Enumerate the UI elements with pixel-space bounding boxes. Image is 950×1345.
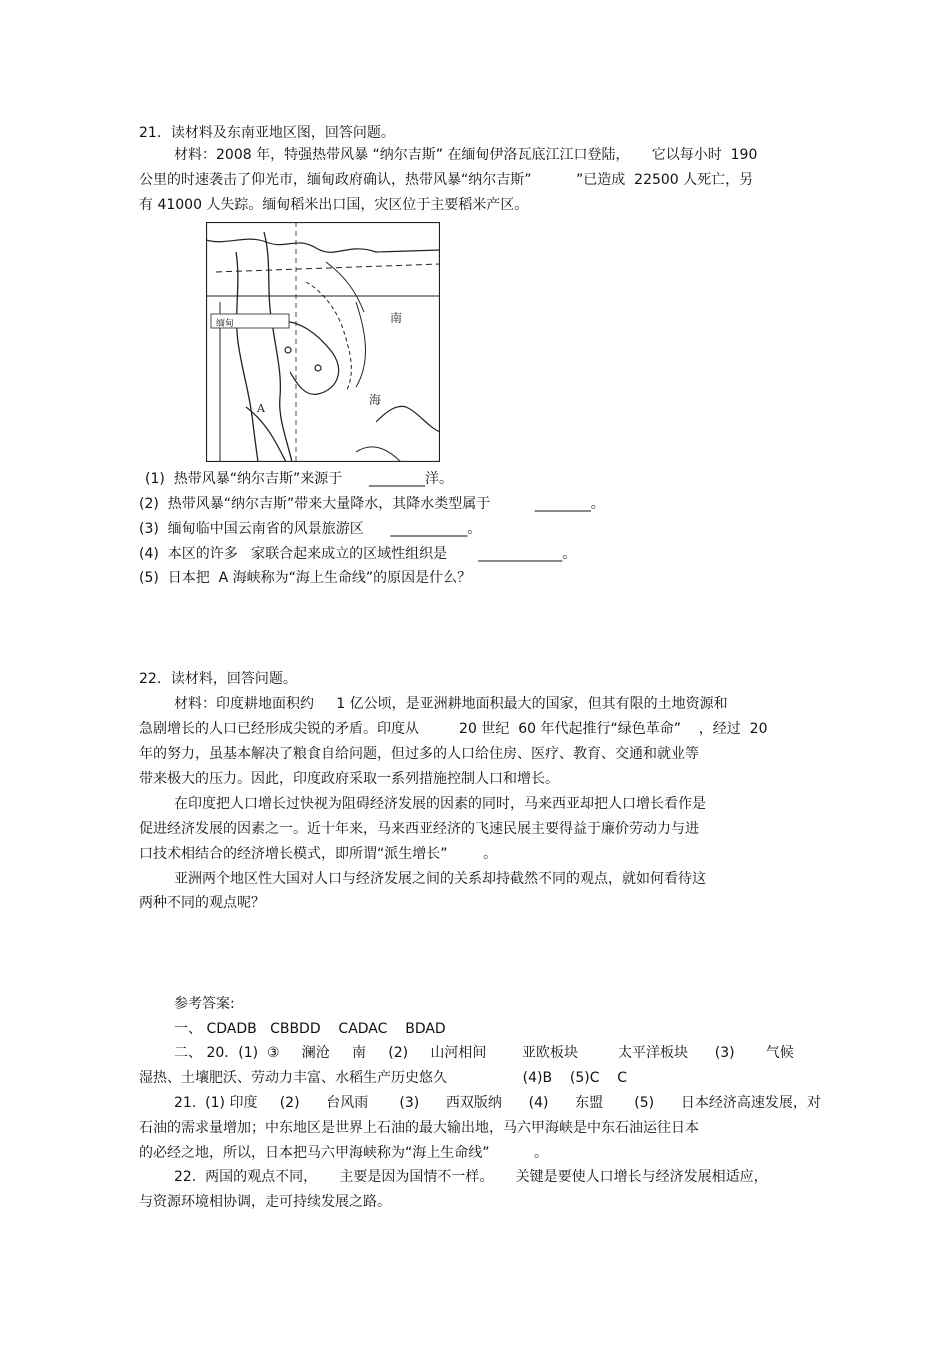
q21-material-line: 有 41000 人失踪。缅甸稻米出口国，灾区位于主要稻米产区。	[139, 197, 529, 213]
map-sea-label-2: 海	[369, 393, 382, 407]
q22-paragraph-line: 年的努力，虽基本解决了粮食自给问题，但过多的人口给住房、医疗、教育、交通和就业等	[139, 746, 699, 762]
answer-line: 石油的需求量增加；中东地区是世界上石油的最大输出地，马六甲海峡是中东石油运往日本	[139, 1120, 699, 1136]
answer-line: 一、 CDADB CBBDD CADAC BDAD	[174, 1021, 446, 1037]
southeast-asia-map	[206, 222, 440, 462]
answer-line: 的必经之地，所以，日本把马六甲海峡称为“海上生命线” 。	[139, 1145, 549, 1161]
answer-line: 与资源环境相协调，走可持续发展之路。	[139, 1194, 391, 1210]
q22-paragraph-line: 材料：印度耕地面积约 1 亿公顷，是亚洲耕地面积最大的国家，但其有限的土地资源和	[174, 696, 728, 712]
answer-line: 湿热、土壤肥沃、劳动力丰富、水稻生产历史悠久 (4)B (5)C C	[139, 1070, 628, 1086]
q22-title: 22．读材料，回答问题。	[139, 671, 297, 687]
map-sea-label-1: 南	[390, 311, 403, 325]
q21-title: 21．读材料及东南亚地区图，回答问题。	[139, 125, 395, 141]
q22-paragraph-line: 带来极大的压力。因此，印度政府采取一系列措施控制人口和增长。	[139, 771, 559, 787]
q21-question-3: (3) 缅甸临中国云南省的风景旅游区 ___________。	[139, 521, 482, 537]
q22-paragraph-line: 促进经济发展的因素之一。近十年来，马来西亚经济的飞速民展主要得益于廉价劳动力与进	[139, 821, 699, 837]
q22-paragraph-line: 两种不同的观点呢？	[139, 895, 265, 911]
q21-question-1: (1) 热带风暴“纳尔吉斯”来源于 ________洋。	[145, 471, 453, 487]
q21-material-line: 材料：2008 年，特强热带风暴 “纳尔吉斯” 在缅甸伊洛瓦底江江口登陆， 它以每小时 190	[174, 147, 758, 163]
q21-question-4: (4) 本区的许多 家联合起来成立的区域性组织是 ____________。	[139, 546, 577, 562]
q21-question-2: (2) 热带风暴“纳尔吉斯”带来大量降水，其降水类型属于 ________。	[139, 496, 605, 512]
answer-line: 22. 两国的观点不同， 主要是因为国情不一样。 关键是要使人口增长与经济发展相适应，	[174, 1169, 768, 1185]
map-region-label: 缅甸	[216, 319, 235, 329]
answers-title: 参考答案:	[174, 996, 235, 1012]
q21-material-line: 公里的时速袭击了仰光市，缅甸政府确认，热带风暴“纳尔吉斯” ”已造成 22500 人死亡，另	[139, 172, 754, 188]
q22-paragraph-line: 口技术相结合的经济增长模式，即所谓“派生增长” 。	[139, 846, 498, 862]
q22-paragraph-line: 在印度把人口增长过快视为阻碍经济发展的因素的同时，马来西亚却把人口增长看作是	[174, 796, 706, 812]
q22-paragraph-line: 亚洲两个地区性大国对人口与经济发展之间的关系却持截然不同的观点，就如何看待这	[174, 871, 706, 887]
q21-question-5: (5) 日本把 A 海峡称为“海上生命线”的原因是什么？	[139, 570, 472, 586]
answer-line: 二、 20．(1) ③ 澜沧 南 (2) 山河相间 亚欧板块 太平洋板块 (3) 气候	[174, 1045, 794, 1061]
answer-line: 21. (1) 印度 (2) 台风雨 (3) 西双版纳 (4) 东盟 (5) 日本经济高速发展，对	[174, 1095, 821, 1111]
q22-paragraph-line: 急剧增长的人口已经形成尖锐的矛盾。印度从 20 世纪 60 年代起推行“绿色革命” ，经过 20	[139, 721, 768, 737]
map-strait-label: A	[257, 402, 265, 415]
